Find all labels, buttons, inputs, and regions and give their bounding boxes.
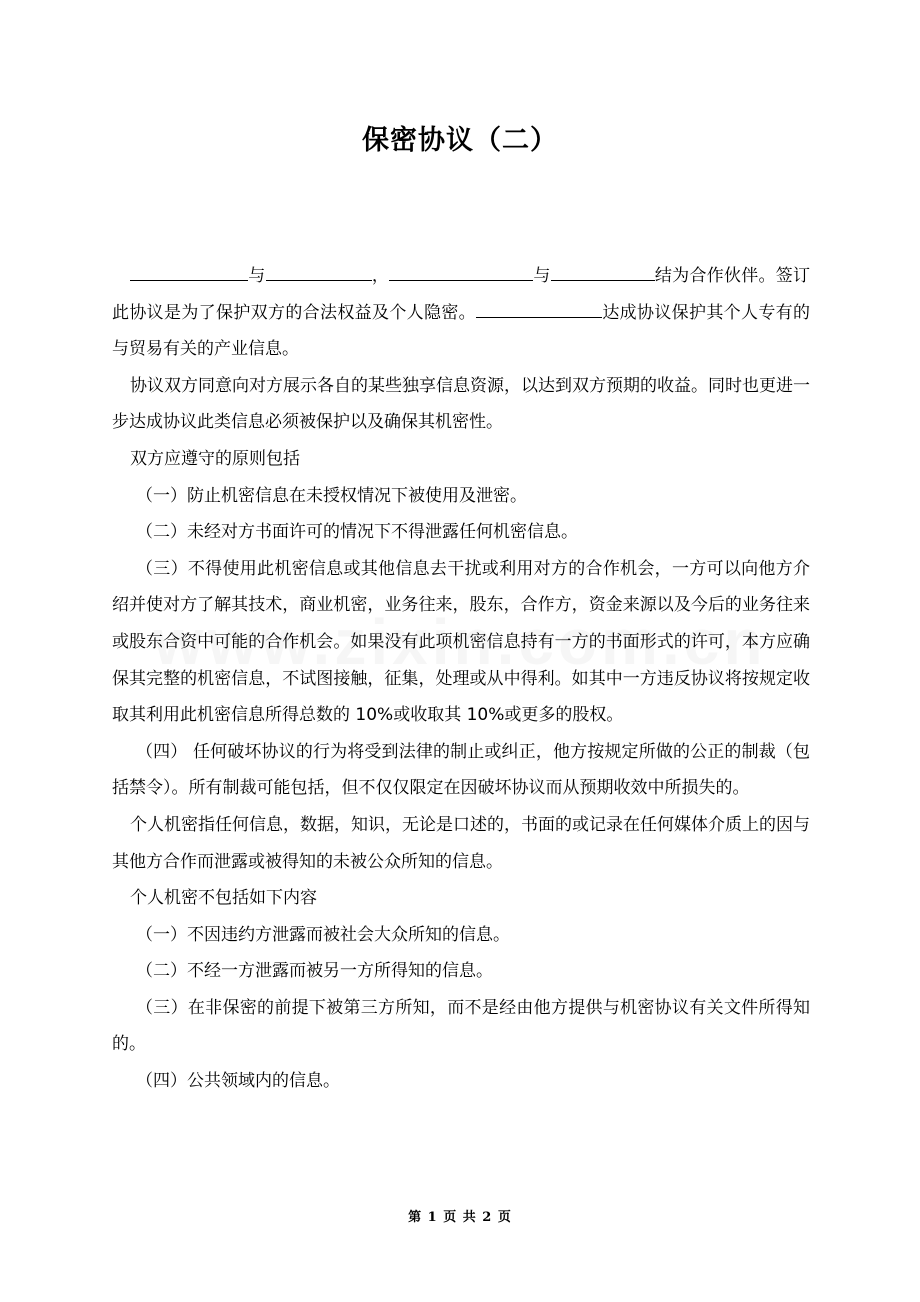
paragraph-principles-heading: 双方应遵守的原则包括 (130, 448, 300, 469)
paragraph-principle-4: （四） 任何破坏协议的行为将受到法律的制止或纠正，他方按规定所做的公正的制裁（包括禁令）。所有制裁可能包括，但不仅仅限定在因破坏协议而从预期收效中所损失的。 (112, 741, 810, 799)
blank-line (130, 262, 248, 281)
paragraph-principle-3: （三）不得使用此机密信息或其他信息去干扰或利用对方的合作机会，一方可以向他方介绍并使对方了解其技术，商业机密，业务往来，股东，合作方，资金来源以及今后的业务往来或股东合资中可能的合作机会。如果没有此项机密信息持有一方的书面形式的许可，本方应确保其完整的机密信息，不试图接触，征集，处理或从中得利。如其中一方违反协议将按规定收取其利用此机密信息所得总数的 10%或收取其 10%或更多的股权。 (112, 558, 810, 726)
text-segment: 与 (248, 266, 266, 286)
blank-line (266, 262, 372, 281)
text-segment: ， (371, 266, 390, 286)
paragraph-agreement: 协议双方同意向对方展示各自的某些独享信息资源，以达到双方预期的收益。同时也更进一步达成协议此类信息必须被保护以及确保其机密性。 (112, 375, 810, 433)
paragraph-exclusion-4: （四）公共领域内的信息。 (136, 1071, 340, 1092)
document-body (112, 258, 810, 1100)
paragraph-exclusions-heading: 个人机密不包括如下内容 (130, 888, 317, 909)
text-segment: 达成协议保护其个人专有的与贸易有关的产业信息。 (112, 302, 810, 360)
document-title: 保密协议（二） (362, 125, 558, 156)
blank-line (551, 262, 655, 281)
text-segment: 与 (533, 266, 551, 286)
paragraph-principle-2: （二）未经对方书面许可的情况下不得泄露任何机密信息。 (136, 522, 578, 543)
paragraph-definition: 个人机密指任何信息，数据，知识，无论是口述的，书面的或记录在任何媒体介质上的因与其他方合作而泄露或被得知的未被公众所知的信息。 (112, 814, 810, 872)
paragraph-exclusion-3: （三）在非保密的前提下被第三方所知，而不是经由他方提供与机密协议有关文件所得知的。 (112, 997, 810, 1055)
text-segment: 结为合作伙伴。签订此协议是为了保护双方的合法权益及个人隐密。 (112, 266, 811, 323)
blank-line (476, 299, 602, 318)
paragraph-exclusion-1: （一）不因违约方泄露而被社会大众所知的信息。 (136, 924, 510, 945)
blank-line (389, 262, 533, 281)
paragraph-exclusion-2: （二）不经一方泄露而被另一方所得知的信息。 (136, 961, 493, 982)
paragraph-parties (112, 258, 810, 368)
page-footer: 第 1 页 共 2 页 (408, 1210, 512, 1225)
paragraph-principle-1: （一）防止机密信息在未授权情况下被使用及泄密。 (136, 485, 527, 506)
